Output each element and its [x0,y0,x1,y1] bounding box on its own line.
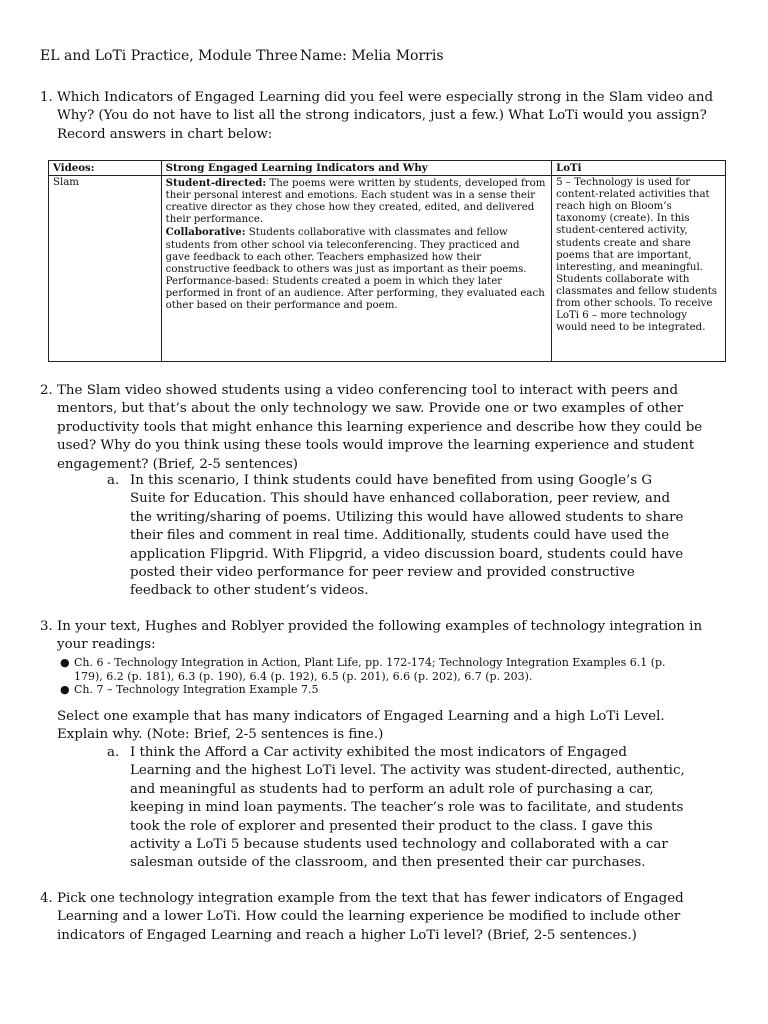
indicator-performance-based [166,276,547,312]
indicator-text: Students collaborative with classmates and fellow students from other school via teleconferencing. They practiced and gave feedback to each other. Teachers emphasized how their constructive feedback to others was just as important as their poems. [165,227,527,275]
answer-text: In this scenario, I think students could have benefited from using Google’s G Suite for Education. This should have enhanced collaboration, peer review, and the writing/sharing of poems. Utilizing this would have allowed students to share their files and comment in real time. Additionally, students could have used the application Flipgrid. With Flipgrid, a video discussion board, students could have posted their video performance for peer review and provided constructive feedback to other student’s videos. [130,473,684,599]
question-3-prompt: Select one example that has many indicators of Engaged Learning and a high LoTi Level. Explain why. (Note: Brief, 2-5 sentences is fine.) [57,709,665,743]
indicator-text: Performance-based: Students created a poem in which they later performed in front of an audience. After performing, they evaluated each other based on their performance and poem. [165,275,545,312]
indicators-cell [161,176,551,362]
question-4 [40,890,730,945]
question-3 [40,618,730,655]
column-header-indicators: Strong Engaged Learning Indicators and Why [161,161,551,176]
indicator-label: Student-directed: [165,177,267,190]
question-number: 4. [40,891,53,906]
answer-text: I think the Afford a Car activity exhibited the most indicators of Engaged Learning and the highest LoTi level. The activity was student-directed, authentic, and meaningful as students had to perform an adult role of purchasing a car, keeping in mind loan payments. The teacher’s role was to facilitate, and students took the role of explorer and presented their product to the class. I gave this activity a LoTi 5 because students used technology and collaborated with a car salesman outside of the classroom, and then presented their car purchases. [130,745,685,871]
indicator-label: Collaborative: [165,226,246,239]
question-2 [40,382,730,474]
answer-label: a. [107,473,120,488]
reference-item: ● Ch. 7 – Technology Integration Example 7.5 [60,683,319,696]
column-header-videos: Videos: [49,161,162,176]
question-text: The Slam video showed students using a video conferencing tool to interact with peers and mentors, but that’s about the only technology we saw. Provide one or two examples of other productivity tools that might enhance this learning experience and describe how they could be used? Why do you think using these tools would improve the learning experience and student engagement? (Brief, 2-5 sentences) [57,383,703,472]
answer-label: a. [107,745,120,760]
indicator-text: The poems were written by students, developed from their personal interest and emotions. Each student was in a sense their creative director as they chose how they created, edited, and delivered their performance. [165,178,546,226]
loti-cell: 5 – Technology is used for content-related activities that reach high on Bloom’s taxonomy (create). In this student-centered activity, students create and share poems that are important, interesting, and meaningful. Students collaborate with classmates and fellow students from other schools. To receive LoTi 6 – more technology would need to be integrated. [552,176,726,362]
question-1 [40,89,730,144]
bullet-icon: ● [60,683,70,696]
question-number: 3. [40,619,53,634]
indicator-student-directed [166,177,547,226]
question-text: Pick one technology integration example from the text that has fewer indicators of Engaged Learning and a lower LoTi. How could the learning experience be modified to include other indicators of Engaged Learning and reach a higher LoTi level? (Brief, 2-5 sentences.) [57,891,684,943]
indicator-collaborative [166,226,547,275]
question-text: In your text, Hughes and Roblyer provided the following examples of technology integration in your readings: [57,619,703,653]
chart-header-row [49,161,726,176]
assignment-title: EL and LoTi Practice, Module Three [40,48,298,64]
answer-2a [107,472,687,601]
video-cell: Slam [49,176,162,362]
question-text: Which Indicators of Engaged Learning did you feel were especially strong in the Slam video and Why? (You do not have to list all the strong indicators, just a few.) What LoTi would you assign? Record answers in chart below: [57,90,714,142]
document-header [40,48,444,64]
answer-chart [48,160,726,362]
question-number: 1. [40,90,53,105]
bullet-icon: ● [60,656,70,669]
answer-3a [107,744,687,873]
student-name: Name: Melia Morris [300,48,444,64]
reading-references [60,656,680,697]
reference-item: ● Ch. 6 - Technology Integration in Action, Plant Life, pp. 172-174; Technology Integration Examples 6.1 (p. 179), 6.2 (p. 181), 6.3 (p. 190), 6.4 (p. 192), 6.5 (p. 201), 6.6 (p. 202), 6.7 (p. 203). [60,656,666,683]
column-header-loti: LoTi [552,161,726,176]
question-number: 2. [40,383,53,398]
chart-row-slam [49,176,726,362]
